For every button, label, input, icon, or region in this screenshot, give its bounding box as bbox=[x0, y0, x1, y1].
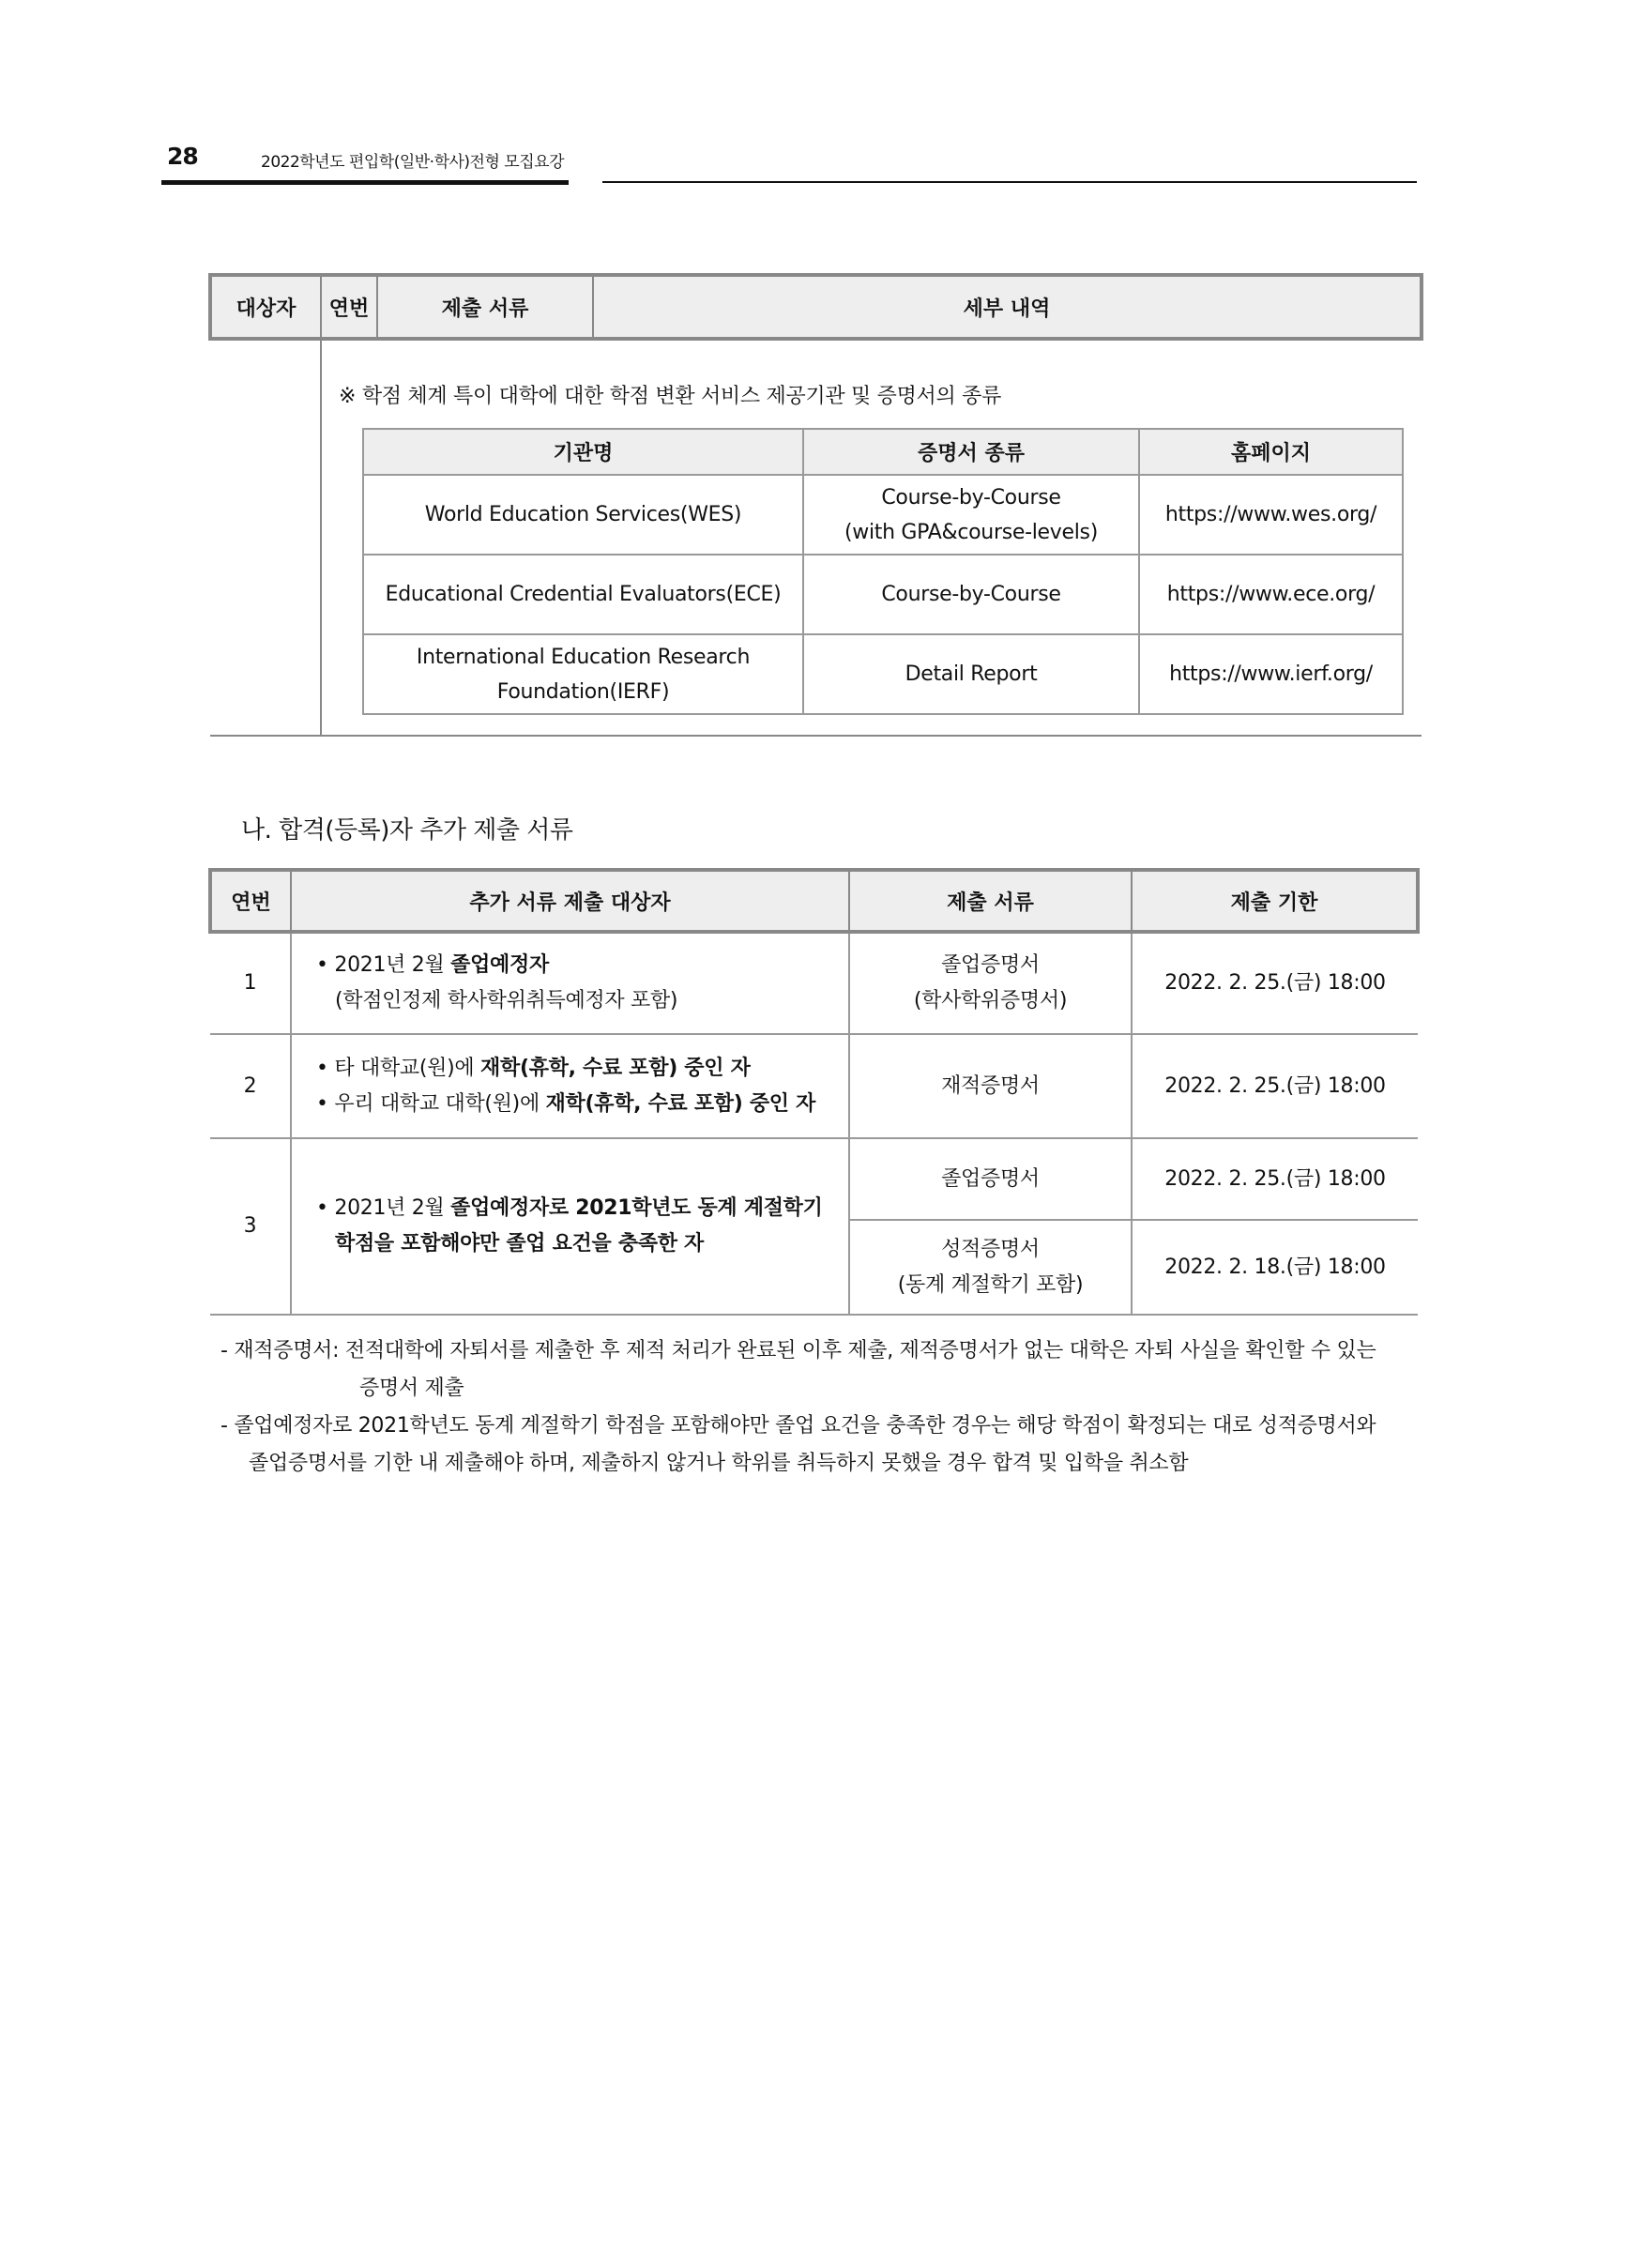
header-target: 대상자 bbox=[210, 275, 321, 339]
org-cell: International Education Research Foundation(IERF) bbox=[363, 634, 803, 714]
documents-table bbox=[208, 273, 1423, 737]
table-row bbox=[363, 475, 1403, 555]
cert-cell: Course-by-Course bbox=[803, 555, 1139, 634]
section-title: 나. 합격(등록)자 추가 제출 서류 bbox=[241, 816, 573, 845]
table-row bbox=[210, 1138, 1418, 1220]
target-cell: • 2021년 2월 졸업예정자 (학점인정제 학사학위취득예정자 포함) bbox=[291, 932, 849, 1034]
deadline-cell: 2022. 2. 18.(금) 18:00 bbox=[1132, 1220, 1418, 1315]
note-line: 졸업증명서를 기한 내 제출해야 하며, 제출하지 않거나 학위를 취득하지 못했을 경우 합격 및 입학을 취소함 bbox=[249, 1452, 1189, 1475]
cert-cell: Detail Report bbox=[803, 634, 1139, 714]
credit-service-note: ※ 학점 체계 특이 대학에 대한 학점 변환 서비스 제공기관 및 증명서의 종류 bbox=[339, 385, 1002, 408]
document-cell: 재적증명서 bbox=[849, 1034, 1132, 1138]
header-details: 세부 내역 bbox=[593, 275, 1422, 339]
header-documents: 제출 서류 bbox=[849, 870, 1132, 932]
header-documents: 제출 서류 bbox=[377, 275, 593, 339]
header-serial: 연번 bbox=[210, 870, 291, 932]
cert-cell: Course-by-Course (with GPA&course-levels) bbox=[803, 475, 1139, 555]
org-cell: World Education Services(WES) bbox=[363, 475, 803, 555]
header-target: 추가 서류 제출 대상자 bbox=[291, 870, 849, 932]
target-cell: • 타 대학교(원)에 재학(휴학, 수료 포함) 중인 자 • 우리 대학교 대학(원)에 재학(휴학, 수료 포함) 중인 자 bbox=[291, 1034, 849, 1138]
header-deadline: 제출 기한 bbox=[1132, 870, 1418, 932]
org-cell: Educational Credential Evaluators(ECE) bbox=[363, 555, 803, 634]
header-rule-thick bbox=[161, 180, 569, 185]
homepage-link[interactable]: https://www.ierf.org/ bbox=[1139, 634, 1403, 714]
header-homepage: 홈페이지 bbox=[1139, 429, 1403, 475]
target-cell: • 2021년 2월 졸업예정자로 2021학년도 동계 계절학기 학점을 포함해야만 졸업 요건을 충족한 자 bbox=[291, 1138, 849, 1315]
header-org: 기관명 bbox=[363, 429, 803, 475]
homepage-link[interactable]: https://www.wes.org/ bbox=[1139, 475, 1403, 555]
document-cell: 졸업증명서 (학사학위증명서) bbox=[849, 932, 1132, 1034]
table-row bbox=[363, 555, 1403, 634]
homepage-link[interactable]: https://www.ece.org/ bbox=[1139, 555, 1403, 634]
document-title: 2022학년도 편입학(일반·학사)전형 모집요강 bbox=[261, 153, 564, 172]
footnotes bbox=[220, 1332, 1422, 1483]
header-serial: 연번 bbox=[321, 275, 377, 339]
credit-service-table bbox=[362, 428, 1404, 715]
table-row bbox=[210, 1034, 1418, 1138]
table-row bbox=[210, 932, 1418, 1034]
deadline-cell: 2022. 2. 25.(금) 18:00 bbox=[1132, 932, 1418, 1034]
additional-documents-table bbox=[208, 868, 1420, 1316]
serial-cell: 1 bbox=[210, 932, 291, 1034]
note-line: - 졸업예정자로 2021학년도 동계 계절학기 학점을 포함해야만 졸업 요건을 충족한 경우는 해당 학점이 확정되는 대로 성적증명서와 bbox=[220, 1414, 1376, 1438]
document-cell: 졸업증명서 bbox=[849, 1138, 1132, 1220]
note-line: - 재적증명서: 전적대학에 자퇴서를 제출한 후 제적 처리가 완료된 이후 제출, 제적증명서가 없는 대학은 자퇴 사실을 확인할 수 있는 bbox=[220, 1339, 1376, 1362]
deadline-cell: 2022. 2. 25.(금) 18:00 bbox=[1132, 1034, 1418, 1138]
serial-cell: 2 bbox=[210, 1034, 291, 1138]
details-cell bbox=[321, 339, 1422, 736]
page-number: 28 bbox=[167, 143, 198, 170]
document-cell: 성적증명서 (동계 계절학기 포함) bbox=[849, 1220, 1132, 1315]
note-line: 증명서 제출 bbox=[359, 1377, 464, 1400]
target-cell bbox=[210, 339, 321, 736]
deadline-cell: 2022. 2. 25.(금) 18:00 bbox=[1132, 1138, 1418, 1220]
header-cert-type: 증명서 종류 bbox=[803, 429, 1139, 475]
serial-cell: 3 bbox=[210, 1138, 291, 1315]
table-row bbox=[363, 634, 1403, 714]
header-rule-thin bbox=[602, 181, 1417, 183]
